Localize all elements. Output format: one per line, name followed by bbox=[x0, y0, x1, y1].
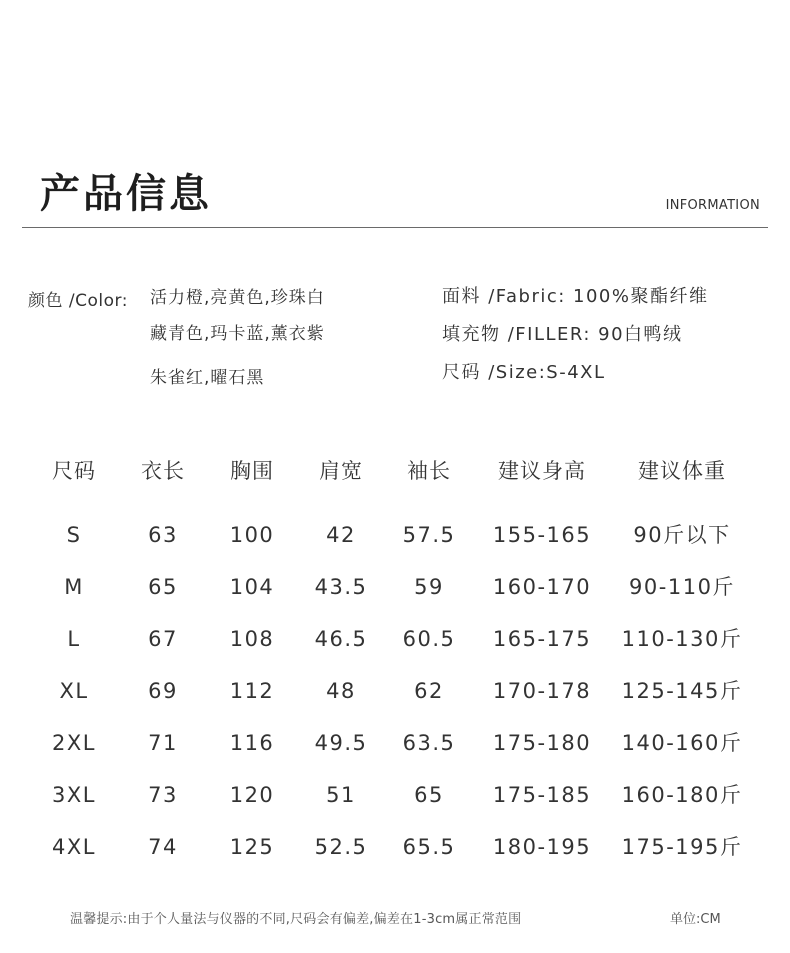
column-header: 肩宽 bbox=[319, 459, 363, 483]
table-cell: 165-175 bbox=[492, 627, 592, 651]
table-cell: 69 bbox=[148, 679, 178, 703]
unit-label: 单位:CM bbox=[670, 912, 721, 927]
size-range-info: 尺码 /Size:S-4XL bbox=[442, 362, 606, 383]
table-cell: 116 bbox=[229, 731, 275, 755]
page-subtitle: INFORMATION bbox=[665, 198, 760, 213]
page-title: 产品信息 bbox=[40, 171, 212, 217]
table-row bbox=[28, 666, 768, 716]
table-cell: 155-165 bbox=[492, 523, 592, 547]
table-row bbox=[28, 718, 768, 768]
table-header-row bbox=[28, 446, 768, 496]
table-cell: S bbox=[66, 523, 82, 547]
table-cell: 57.5 bbox=[402, 523, 456, 547]
table-cell: 42 bbox=[326, 523, 356, 547]
table-row bbox=[28, 510, 768, 560]
table-cell: 51 bbox=[326, 783, 356, 807]
table-cell: 49.5 bbox=[314, 731, 368, 755]
column-header: 袖长 bbox=[407, 459, 451, 483]
table-cell: 71 bbox=[148, 731, 178, 755]
table-cell: 65.5 bbox=[402, 835, 456, 859]
table-cell: 175-185 bbox=[492, 783, 592, 807]
color-label: 颜色 /Color: bbox=[28, 291, 128, 311]
table-row bbox=[28, 562, 768, 612]
table-row bbox=[28, 614, 768, 664]
material-info bbox=[442, 284, 709, 398]
table-cell: 48 bbox=[326, 679, 356, 703]
color-line: 活力橙,亮黄色,珍珠白 bbox=[150, 288, 325, 308]
header-divider bbox=[22, 227, 768, 228]
table-cell: 125 bbox=[229, 835, 275, 859]
table-cell: 43.5 bbox=[314, 575, 368, 599]
table-cell: 100 bbox=[229, 523, 275, 547]
table-cell: 175-195斤 bbox=[621, 835, 743, 859]
table-cell: 104 bbox=[229, 575, 275, 599]
table-cell: 46.5 bbox=[314, 627, 368, 651]
color-line: 藏青色,玛卡蓝,薰衣紫 bbox=[150, 324, 325, 344]
table-cell: 73 bbox=[148, 783, 178, 807]
table-cell: 90斤以下 bbox=[633, 523, 731, 547]
measurement-note: 温馨提示:由于个人量法与仪器的不同,尺码会有偏差,偏差在1-3cm属正常范围 bbox=[70, 912, 522, 927]
column-header: 建议体重 bbox=[638, 459, 726, 483]
table-cell: 65 bbox=[414, 783, 444, 807]
table-cell: 3XL bbox=[52, 783, 96, 807]
table-cell: 60.5 bbox=[402, 627, 456, 651]
table-cell: 180-195 bbox=[492, 835, 592, 859]
table-cell: 63.5 bbox=[402, 731, 456, 755]
table-cell: 120 bbox=[229, 783, 275, 807]
table-cell: 63 bbox=[148, 523, 178, 547]
column-header: 尺码 bbox=[52, 459, 96, 483]
table-cell: 59 bbox=[414, 575, 444, 599]
color-info bbox=[28, 286, 325, 390]
table-cell: 74 bbox=[148, 835, 178, 859]
table-cell: 160-180斤 bbox=[621, 783, 743, 807]
table-row bbox=[28, 770, 768, 820]
fabric-info: 面料 /Fabric: 100%聚酯纤维 bbox=[442, 286, 709, 307]
table-cell: 67 bbox=[148, 627, 178, 651]
table-cell: 160-170 bbox=[492, 575, 592, 599]
column-header: 胸围 bbox=[230, 459, 274, 483]
column-header: 衣长 bbox=[141, 459, 185, 483]
table-cell: 110-130斤 bbox=[621, 627, 743, 651]
table-cell: 112 bbox=[229, 679, 275, 703]
table-cell: M bbox=[64, 575, 84, 599]
table-cell: 170-178 bbox=[492, 679, 592, 703]
table-cell: 90-110斤 bbox=[629, 575, 735, 599]
table-cell: 108 bbox=[229, 627, 275, 651]
table-cell: 140-160斤 bbox=[621, 731, 743, 755]
table-cell: XL bbox=[59, 679, 89, 703]
table-cell: 4XL bbox=[52, 835, 96, 859]
table-cell: 62 bbox=[414, 679, 444, 703]
column-header: 建议身高 bbox=[498, 459, 586, 483]
table-cell: 125-145斤 bbox=[621, 679, 743, 703]
filler-info: 填充物 /FILLER: 90白鸭绒 bbox=[442, 324, 683, 345]
color-line: 朱雀红,曜石黑 bbox=[150, 368, 265, 388]
table-cell: 65 bbox=[148, 575, 178, 599]
table-cell: 175-180 bbox=[492, 731, 592, 755]
table-cell: 2XL bbox=[52, 731, 96, 755]
table-cell: L bbox=[67, 627, 81, 651]
table-row bbox=[28, 822, 768, 872]
table-cell: 52.5 bbox=[314, 835, 368, 859]
